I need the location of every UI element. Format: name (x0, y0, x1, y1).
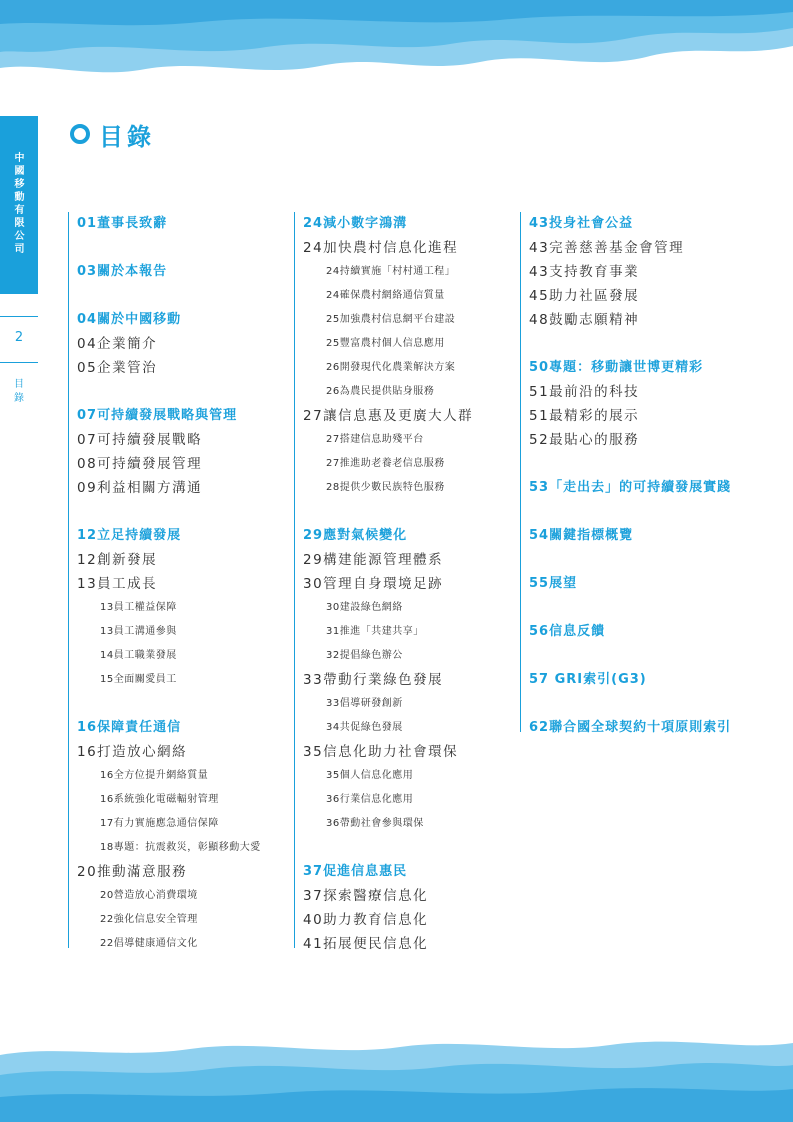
toc-section-heading[interactable]: 56信息反饋 (529, 624, 606, 639)
toc-entry[interactable]: 35信息化助力社會環保 (303, 744, 459, 760)
toc-subentry[interactable]: 13員工溝通參與 (100, 626, 177, 637)
side-section-label: 目錄 (14, 379, 24, 404)
toc-entry[interactable]: 43支持教育事業 (529, 264, 640, 280)
toc-subentry[interactable]: 16系統強化電磁輻射管理 (100, 794, 219, 805)
toc-section-heading[interactable]: 16保障責任通信 (77, 720, 182, 735)
toc-entry[interactable]: 41拓展便民信息化 (303, 936, 429, 952)
toc-entry[interactable]: 09利益相關方溝通 (77, 480, 203, 496)
page-title-text: 目錄 (99, 122, 155, 151)
ring-icon (70, 124, 90, 144)
toc-entry[interactable]: 30管理自身環境足跡 (303, 576, 444, 592)
toc-entry[interactable]: 16打造放心網絡 (77, 744, 188, 760)
toc-subentry[interactable]: 33倡導研發創新 (326, 698, 403, 709)
toc-section-heading[interactable]: 53「走出去」的可持續發展實踐 (529, 480, 732, 495)
toc-spacer (529, 692, 760, 716)
side-divider-top (0, 316, 38, 317)
toc-section-heading[interactable]: 12立足持續發展 (77, 528, 182, 543)
toc-column-2 (294, 212, 514, 952)
toc-spacer (77, 380, 288, 404)
toc-subentry[interactable]: 16全方位提升網絡質量 (100, 770, 209, 781)
toc-subentry[interactable]: 34共促綠色發展 (326, 722, 403, 733)
toc-subentry[interactable]: 20營造放心消費環境 (100, 890, 198, 901)
toc-subentry[interactable]: 18專題：抗震救災，彰顯移動大愛 (100, 842, 261, 853)
toc-section-heading[interactable]: 07可持續發展戰略與管理 (77, 408, 238, 423)
toc-spacer (529, 644, 760, 668)
toc-section-heading[interactable]: 54關鍵指標概覽 (529, 528, 634, 543)
toc-section-heading[interactable]: 29應對氣候變化 (303, 528, 408, 543)
toc-entry[interactable]: 43完善慈善基金會管理 (529, 240, 685, 256)
side-company-name: 中國移動有限公司 (14, 153, 25, 255)
toc-subentry[interactable]: 25加強農村信息網平台建設 (326, 314, 456, 325)
side-page-number: 2 (14, 330, 24, 345)
toc-section-heading[interactable]: 03關於本報告 (77, 264, 168, 279)
toc-entry[interactable]: 13員工成長 (77, 576, 158, 592)
toc-subentry[interactable]: 14員工職業發展 (100, 650, 177, 661)
toc-entry[interactable]: 40助力教育信息化 (303, 912, 429, 928)
toc-subentry[interactable]: 26開發現代化農業解決方案 (326, 362, 456, 373)
toc-entry[interactable]: 24加快農村信息化進程 (303, 240, 459, 256)
toc-subentry[interactable]: 36帶動社會參與環保 (326, 818, 424, 829)
toc-spacer (529, 548, 760, 572)
toc-entry[interactable]: 08可持續發展管理 (77, 456, 203, 472)
toc-spacer (77, 284, 288, 308)
toc-entry[interactable]: 27讓信息惠及更廣大人群 (303, 408, 474, 424)
toc-subentry[interactable]: 22強化信息安全管理 (100, 914, 198, 925)
page-title (70, 116, 155, 152)
toc-spacer (77, 500, 288, 524)
toc-spacer (77, 236, 288, 260)
toc-subentry[interactable]: 26為農民提供貼身服務 (326, 386, 435, 397)
toc-entry[interactable]: 52最貼心的服務 (529, 432, 640, 448)
toc-spacer (303, 500, 514, 524)
toc-subentry[interactable]: 31推進「共建共享」 (326, 626, 424, 637)
toc-subentry[interactable]: 24持續實施「村村通工程」 (326, 266, 456, 277)
toc-spacer (529, 500, 760, 524)
toc-section-heading[interactable]: 04關於中國移動 (77, 312, 182, 327)
toc-subentry[interactable]: 27搭建信息助殘平台 (326, 434, 424, 445)
toc-section-heading[interactable]: 24減小數字鴻溝 (303, 216, 408, 231)
toc-spacer (529, 596, 760, 620)
toc-section-heading[interactable]: 57 GRI索引(G3) (529, 672, 647, 687)
toc-subentry[interactable]: 15全面關愛員工 (100, 674, 177, 685)
toc-subentry[interactable]: 24確保農村網絡通信質量 (326, 290, 445, 301)
side-divider-bottom (0, 362, 38, 363)
side-company-tab (0, 116, 38, 294)
toc-subentry[interactable]: 27推進助老養老信息服務 (326, 458, 445, 469)
toc-subentry[interactable]: 28提供少數民族特色服務 (326, 482, 445, 493)
toc-subentry[interactable]: 30建設綠色網絡 (326, 602, 403, 613)
toc-entry[interactable]: 04企業簡介 (77, 336, 158, 352)
toc-entry[interactable]: 45助力社區發展 (529, 288, 640, 304)
toc-entry[interactable]: 51最精彩的展示 (529, 408, 640, 424)
toc-subentry[interactable]: 35個人信息化應用 (326, 770, 414, 781)
toc-subentry[interactable]: 32提倡綠色辦公 (326, 650, 403, 661)
toc-section-heading[interactable]: 62聯合國全球契約十項原則索引 (529, 720, 732, 735)
toc-column-3 (520, 212, 760, 735)
toc-subentry[interactable]: 22倡導健康通信文化 (100, 938, 198, 949)
toc-entry[interactable]: 29構建能源管理體系 (303, 552, 444, 568)
toc-entry[interactable]: 05企業管治 (77, 360, 158, 376)
toc-entry[interactable]: 33帶動行業綠色發展 (303, 672, 444, 688)
toc-section-heading[interactable]: 50專題：移動讓世博更精彩 (529, 360, 704, 375)
toc-entry[interactable]: 07可持續發展戰略 (77, 432, 203, 448)
top-watercolor-banner (0, 0, 793, 80)
toc-entry[interactable]: 51最前沿的科技 (529, 384, 640, 400)
bottom-watercolor-banner (0, 1035, 793, 1122)
toc-column-1 (68, 212, 288, 948)
toc-spacer (303, 836, 514, 860)
toc-spacer (529, 332, 760, 356)
toc-entry[interactable]: 12創新發展 (77, 552, 158, 568)
toc-subentry[interactable]: 13員工權益保障 (100, 602, 177, 613)
toc-subentry[interactable]: 25豐富農村個人信息應用 (326, 338, 445, 349)
toc-section-heading[interactable]: 37促進信息惠民 (303, 864, 408, 879)
toc-spacer (529, 452, 760, 476)
toc-entry[interactable]: 48鼓勵志願精神 (529, 312, 640, 328)
toc-section-heading[interactable]: 01董事長致辭 (77, 216, 168, 231)
toc-entry[interactable]: 37探索醫療信息化 (303, 888, 429, 904)
toc-spacer (77, 692, 288, 716)
toc-section-heading[interactable]: 55展望 (529, 576, 578, 591)
toc-section-heading[interactable]: 43投身社會公益 (529, 216, 634, 231)
toc-entry[interactable]: 20推動滿意服務 (77, 864, 188, 880)
toc-subentry[interactable]: 36行業信息化應用 (326, 794, 414, 805)
toc-subentry[interactable]: 17有力實施應急通信保障 (100, 818, 219, 829)
